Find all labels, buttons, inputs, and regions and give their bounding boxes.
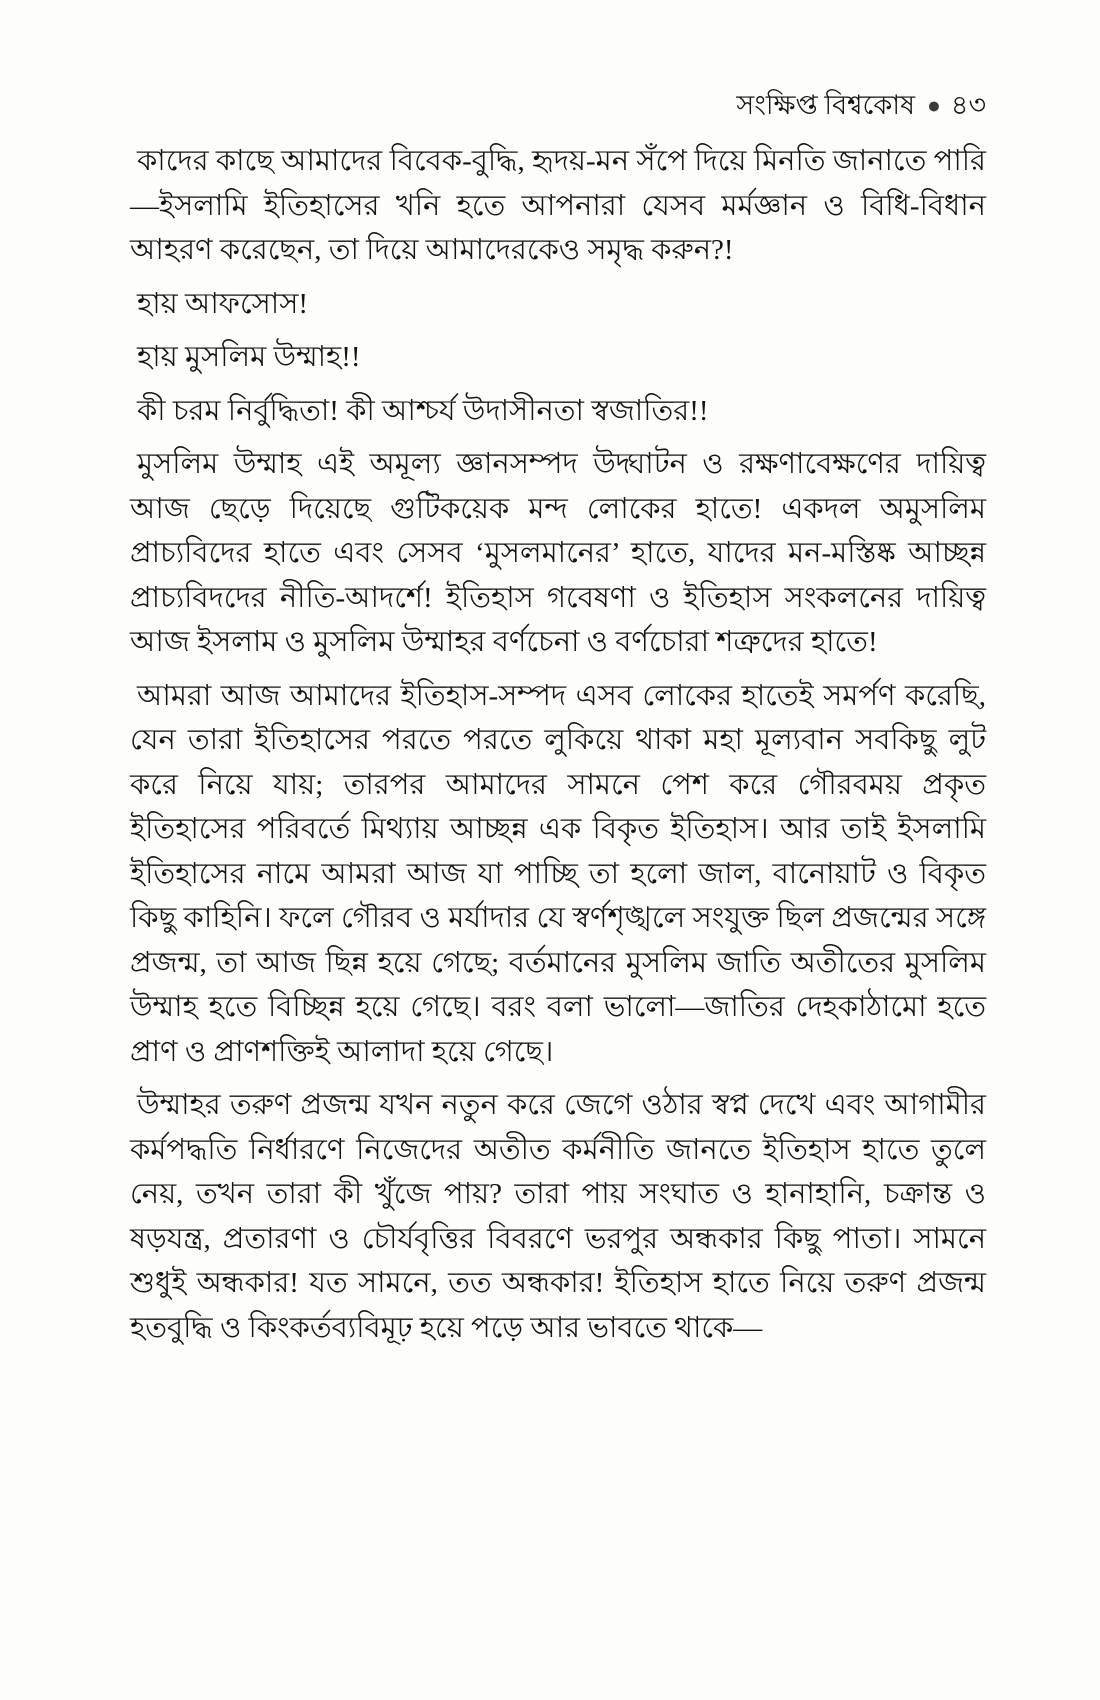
- book-title: সংক্ষিপ্ত বিশ্বকোষ: [736, 90, 916, 120]
- page-header: [130, 88, 986, 123]
- paragraph: কী চরম নির্বুদ্ধিতা! কী আশ্চর্য উদাসীনতা স্বজাতির!!: [137, 394, 709, 427]
- paragraph: হায় আফসোস!: [137, 287, 309, 320]
- paragraph: মুসলিম উম্মাহ এই অমূল্য জ্ঞানসম্পদ উদ্ঘাটন ও রক্ষণাবেক্ষণের দায়িত্ব আজ ছেড়ে দিয়েছে গুটিকয়েক মন্দ লোকের হাতে! একদল অমুসলিম প্রাচ্যবিদের হাতে এবং সেসব ‘মুসলমানের’ হাতে, যাদের মন-মস্তিষ্ক আচ্ছন্ন প্রাচ্যবিদদের নীতি-আদর্শে! ইতিহাস গবেষণা ও ইতিহাস সংকলনের দায়িত্ব আজ ইসলাম ও মুসলিম উম্মাহর বর্ণচেনা ও বর্ণচোরা শত্রুদের হাতে!: [130, 448, 986, 658]
- paragraph: আমরা আজ আমাদের ইতিহাস-সম্পদ এসব লোকের হাতেই সমর্পণ করেছি, যেন তারা ইতিহাসের পরতে পরতে লুকিয়ে থাকা মহা মূল্যবান সবকিছু লুট করে নিয়ে যায়; তারপর আমাদের সামনে পেশ করে গৌরবময় প্রকৃত ইতিহাসের পরিবর্তে মিথ্যায় আচ্ছন্ন এক বিকৃত ইতিহাস। আর তাই ইসলামি ইতিহাসের নামে আমরা আজ যা পাচ্ছি তা হলো জাল, বানোয়াট ও বিকৃত কিছু কাহিনি। ফলে গৌরব ও মর্যাদার যে স্বর্ণশৃঙ্খলে সংযুক্ত ছিল প্রজন্মের সঙ্গে প্রজন্ম, তা আজ ছিন্ন হয়ে গেছে; বর্তমানের মুসলিম জাতি অতীতের মুসলিম উম্মাহ হতে বিচ্ছিন্ন হয়ে গেছে। বরং বলা ভালো—জাতির দেহকাঠামো হতে প্রাণ ও প্রাণশক্তিই আলাদা হয়ে গেছে।: [130, 679, 986, 1068]
- page-number: ৪৩: [950, 90, 986, 120]
- paragraph: উম্মাহর তরুণ প্রজন্ম যখন নতুন করে জেগে ওঠার স্বপ্ন দেখে এবং আগামীর কর্মপদ্ধতি নির্ধারণে নিজেদের অতীত কর্মনীতি জানতে ইতিহাস হাতে তুলে নেয়, তখন তারা কী খুঁজে পায়? তারা পায় সংঘাত ও হানাহানি, চক্রান্ত ও ষড়যন্ত্র, প্রতারণা ও চৌর্যবৃত্তির বিবরণে ভরপুর অন্ধকার কিছু পাতা। সামনে শুধুই অন্ধকার! যত সামনে, তত অন্ধকার! ইতিহাস হাতে নিয়ে তরুণ প্রজন্ম হতবুদ্ধি ও কিংকর্তব্যবিমূঢ় হয়ে পড়ে আর ভাবতে থাকে—: [130, 1089, 986, 1344]
- paragraph: হায় মুসলিম উম্মাহ!!: [137, 341, 361, 373]
- page-content: [130, 139, 986, 1350]
- paragraph: কাদের কাছে আমাদের বিবেক-বুদ্ধি, হৃদয়-মন সঁপে দিয়ে মিনতি জানাতে পারি—ইসলামি ইতিহাসের খনি হতে আপনারা যেসব মর্মজ্ঞান ও বিধি-বিধান আহরণ করেছেন, তা দিয়ে আমাদেরকেও সমৃদ্ধ করুন?!: [130, 145, 986, 266]
- bullet-separator-icon: ●: [927, 93, 941, 118]
